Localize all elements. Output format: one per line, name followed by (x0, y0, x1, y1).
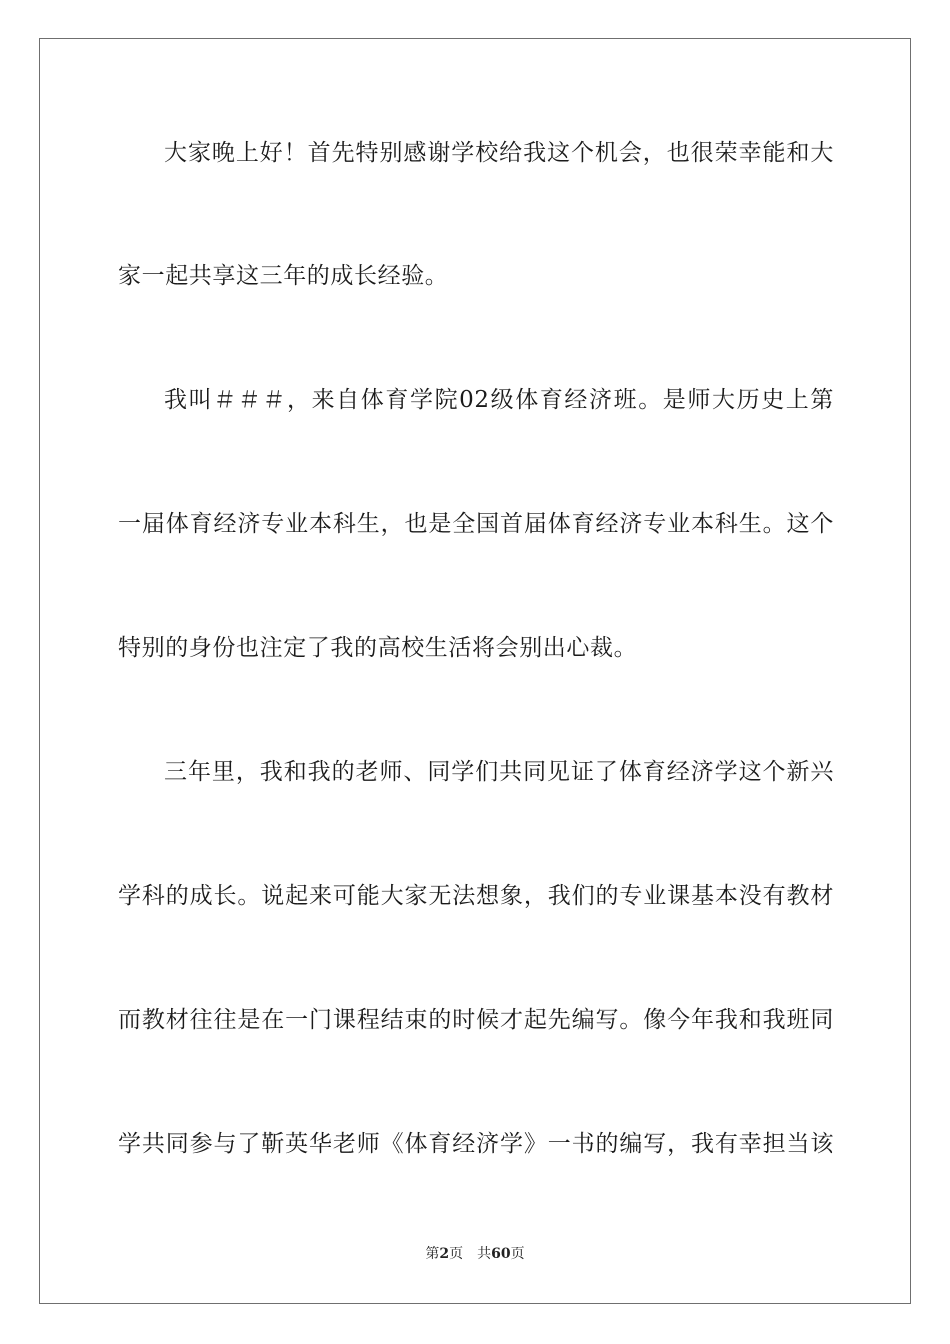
paragraph-2-line-2: 一届体育经济专业本科生，也是全国首届体育经济专业本科生。这个 (118, 511, 834, 537)
page-label-prefix: 第 (425, 1246, 440, 1262)
paragraph-3-line-2: 学科的成长。说起来可能大家无法想象，我们的专业课基本没有教材 (118, 883, 834, 909)
total-label-suffix: 页 (510, 1246, 525, 1262)
page-number: 2 (439, 1246, 450, 1262)
paragraph-1-line-2: 家一起共享这三年的成长经验。 (118, 263, 449, 289)
total-label-prefix: 共 (477, 1246, 492, 1262)
page-border (39, 38, 911, 1304)
paragraph-1-line-1: 大家晚上好！首先特别感谢学校给我这个机会，也很荣幸能和大 (164, 140, 834, 166)
page-label-suffix: 页 (449, 1246, 464, 1262)
paragraph-3-line-3: 而教材往往是在一门课程结束的时候才起先编写。像今年我和我班同 (118, 1007, 834, 1033)
paragraph-3-line-4: 学共同参与了靳英华老师《体育经济学》一书的编写，我有幸担当该 (118, 1131, 834, 1157)
paragraph-3-line-1: 三年里，我和我的老师、同学们共同见证了体育经济学这个新兴 (164, 759, 834, 785)
page-footer (0, 1245, 950, 1263)
paragraph-2-line-1: 我叫＃＃＃，来自体育学院02级体育经济班。是师大历史上第 (164, 387, 834, 413)
total-pages: 60 (491, 1246, 511, 1262)
paragraph-2-line-3: 特别的身份也注定了我的高校生活将会别出心裁。 (118, 635, 638, 661)
